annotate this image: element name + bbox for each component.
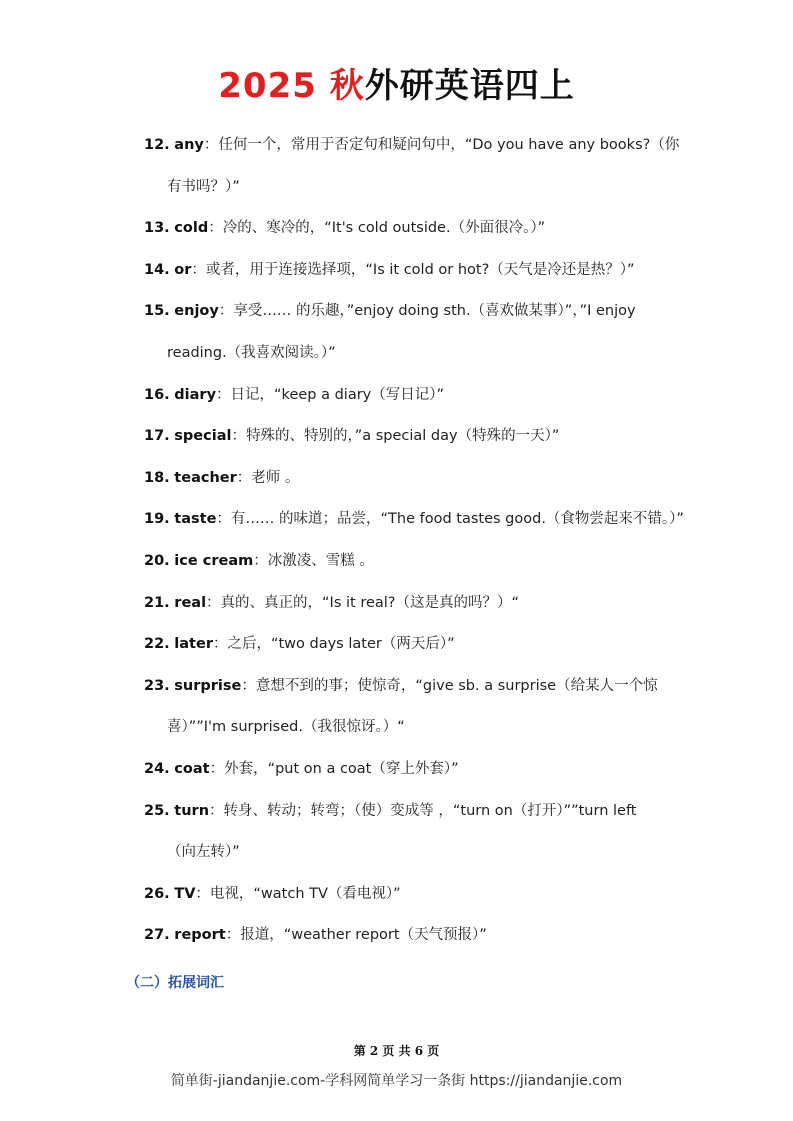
entry-number: 24. <box>144 760 170 777</box>
vocab-entry <box>144 541 684 583</box>
vocab-entry <box>144 208 684 250</box>
entry-word: or <box>174 261 192 278</box>
entry-word: special <box>174 428 232 445</box>
entry-word: ice cream <box>174 552 254 569</box>
entry-continuation: 喜）””I'm surprised.（我很惊讶。）“ <box>167 719 405 736</box>
document-title <box>0 58 793 107</box>
vocab-entry <box>144 666 684 708</box>
entry-number: 20. <box>144 552 170 569</box>
entry-word: report <box>174 927 226 944</box>
entry-number: 25. <box>144 802 170 819</box>
entry-number: 26. <box>144 885 170 902</box>
entry-word: taste <box>174 511 217 528</box>
entry-word: surprise <box>174 677 242 694</box>
entry-number: 13. <box>144 220 170 237</box>
title-rest: 外研英语四上 <box>364 66 575 106</box>
vocab-entry <box>144 624 684 666</box>
entry-word: teacher <box>174 469 237 486</box>
entry-word: real <box>174 594 207 611</box>
vocab-entry <box>144 915 684 957</box>
entry-definition: ：电视，“watch TV（看电视）” <box>195 885 401 902</box>
site-footer: 简单街-jiandanjie.com-学科网简单学习一条街 https://jiandanjie.com <box>170 1073 623 1089</box>
vocabulary-list <box>144 125 684 957</box>
title-season: 秋 <box>329 66 365 106</box>
entry-definition: ：之后，“two days later（两天后）” <box>212 636 455 653</box>
vocab-entry <box>144 499 684 541</box>
entry-number: 23. <box>144 677 170 694</box>
entry-continuation: （向左转）” <box>167 844 240 861</box>
entry-word: later <box>174 636 213 653</box>
entry-definition: ：享受…… 的乐趣，”enjoy doing sth.（喜欢做某事）”，”I enjoy <box>218 303 636 320</box>
section-heading: （二）拓展词汇 <box>126 975 224 991</box>
vocab-entry <box>144 250 684 292</box>
entry-definition: ：有…… 的味道；品尝，“The food tastes good.（食物尝起来不错。）” <box>216 511 684 528</box>
entry-word: cold <box>174 220 209 237</box>
entry-definition: ：真的、真正的，“Is it real?（这是真的吗？）“ <box>206 594 520 611</box>
entry-number: 15. <box>144 303 170 320</box>
entry-word: diary <box>174 386 217 403</box>
entry-definition: ：转身、转动；转弯；（使）变成等 ，“turn on（打开）””turn left <box>209 802 637 819</box>
title-year: 2025 <box>218 66 317 106</box>
entry-number: 19. <box>144 511 170 528</box>
entry-word: enjoy <box>174 303 219 320</box>
entry-number: 16. <box>144 386 170 403</box>
entry-continuation: 有书吗？）” <box>167 178 240 195</box>
entry-definition: ：意想不到的事；使惊奇，“give sb. a surprise（给某人一个惊 <box>241 677 658 694</box>
entry-number: 22. <box>144 636 170 653</box>
entry-number: 12. <box>144 137 170 153</box>
page-number: 第 2 页 共 6 页 <box>353 1044 440 1058</box>
entry-definition: ：报道，“weather report（天气预报）” <box>225 927 487 944</box>
entry-word: any <box>174 137 204 153</box>
entry-number: 17. <box>144 428 170 445</box>
entry-definition: ：特殊的、特别的，”a special day（特殊的一天）” <box>231 428 560 445</box>
vocab-entry <box>144 749 684 791</box>
vocab-entry <box>144 416 684 458</box>
vocab-entry <box>144 874 684 916</box>
entry-number: 18. <box>144 469 170 486</box>
entry-definition: ：老师 。 <box>236 469 300 486</box>
entry-definition: ：冷的、寒冷的，“It's cold outside.（外面很冷。）” <box>208 220 546 237</box>
entry-definition: ：任何一个，常用于否定句和疑问句中，“Do you have any books?（你 <box>203 137 680 153</box>
entry-word: turn <box>174 802 210 819</box>
vocab-entry <box>144 583 684 625</box>
entry-number: 21. <box>144 594 170 611</box>
vocab-entry <box>144 458 684 500</box>
vocab-entry <box>144 375 684 417</box>
entry-continuation: reading.（我喜欢阅读。）” <box>167 344 336 361</box>
entry-definition: ：日记，“keep a diary（写日记）” <box>216 386 445 403</box>
entry-word: coat <box>174 760 210 777</box>
entry-number: 14. <box>144 261 170 278</box>
entry-number: 27. <box>144 927 170 944</box>
entry-definition: ：外套，“put on a coat（穿上外套）” <box>209 760 459 777</box>
entry-word: TV <box>174 885 196 902</box>
vocab-entry <box>144 791 684 833</box>
vocab-entry <box>144 125 684 167</box>
entry-definition: ：或者，用于连接选择项，“Is it cold or hot?（天气是冷还是热？）” <box>191 261 635 278</box>
entry-definition: ：冰激凌、雪糕 。 <box>253 552 374 569</box>
vocab-entry <box>144 291 684 333</box>
